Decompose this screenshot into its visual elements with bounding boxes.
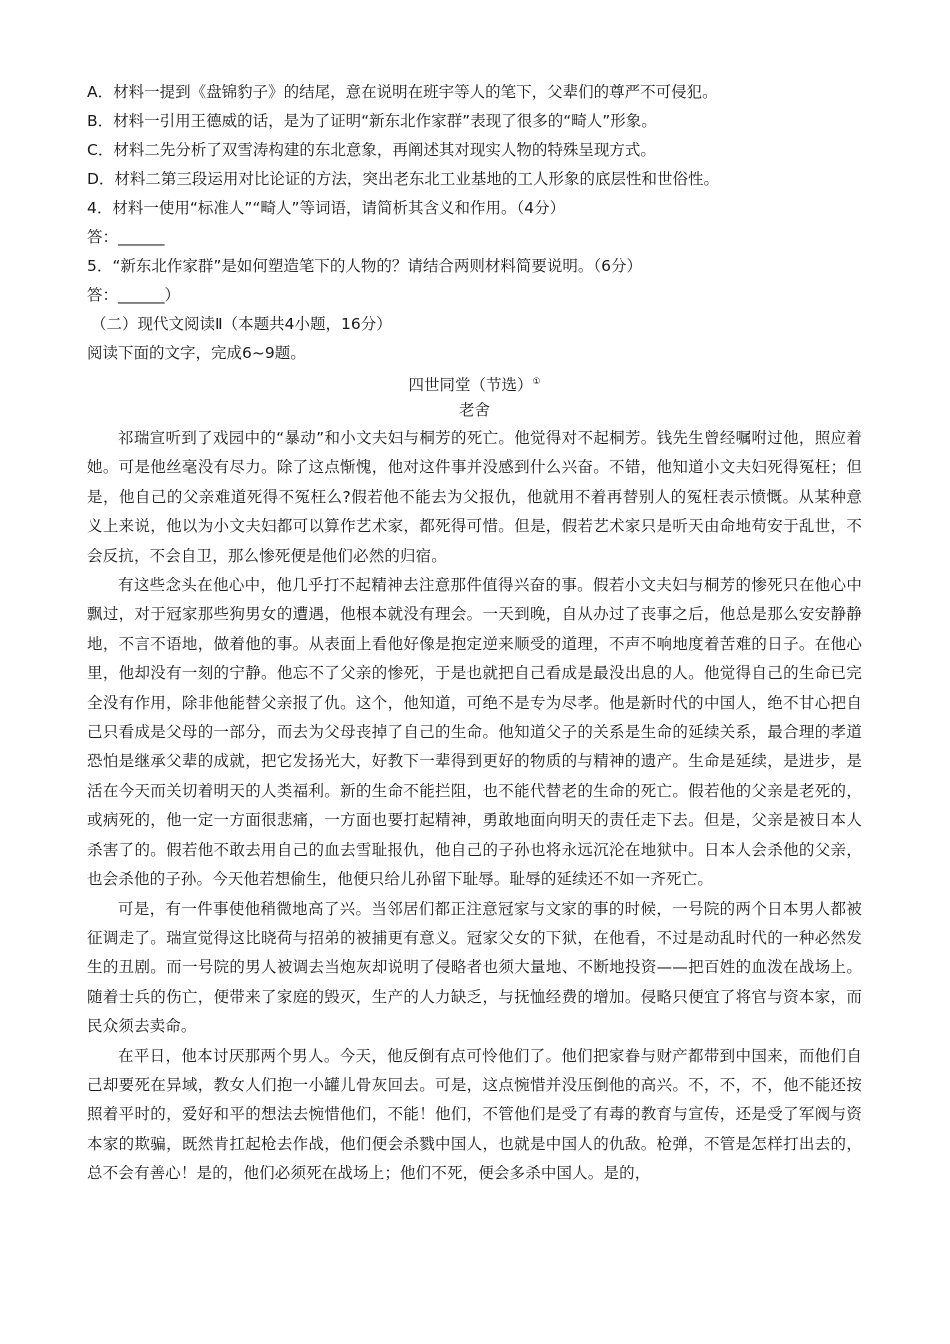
passage-paragraph-1: 祁瑞宣听到了戏园中的“暴动”和小文夫妇与桐芳的死亡。他觉得对不起桐芳。钱先生曾经嘱咐过他，照应着她。可是他丝毫没有尽力。除了这点惭愧，他对这件事并没感到什么兴奋。不错，他知道小文夫妇死得冤枉；但是，他自己的父亲难道死得不冤枉么?假若他不能去为父报仇，他就用不着再替别人的冤枉表示愤慨。从某种意义上来说，他以为小文夫妇都可以算作艺术家，都死得可惜。但是，假若艺术家只是听天由命地苟安于乱世，不会反抗，不会自卫，那么惨死便是他们必然的归宿。 <box>87 429 862 565</box>
option-b: B．材料一引用王德威的话，是为了证明“新东北作家群”表现了很多的“畸人”形象。 <box>87 112 657 130</box>
option-c: C．材料二先分析了双雪涛构建的东北意象，再阐述其对现实人物的特殊呈现方式。 <box>87 141 656 159</box>
passage-title-text: 四世同堂（节选） <box>408 376 533 394</box>
footnote-mark: ① <box>532 377 541 387</box>
passage-paragraph-3: 可是，有一件事使他稍微地高了兴。当邻居们都正注意冠家与文家的事的时候，一号院的两个日本男人都被征调走了。瑞宣觉得这比晓荷与招弟的被捕更有意义。冠家父女的下狱，在他看，不过是动乱时代的一种必然发生的丑剧。而一号院的男人被调去当炮灰却说明了侵略者也须大量地、不断地投资——把百姓的血泼在战场上。随着士兵的伤亡，便带来了家庭的毁灭，生产的人力缺乏，与抚恤经费的增加。侵略只便宜了将官与资本家，而民众须去卖命。 <box>87 899 862 1036</box>
question-4: 4．材料一使用“标准人”“畸人”等词语，请简析其含义和作用。（4分） <box>87 199 566 217</box>
passage-paragraph-4: 在平日，他本讨厌那两个男人。今天，他反倒有点可怜他们了。他们把家眷与财产都带到中国来，而他们自己却要死在异域，教女人们抱一小罐儿骨灰回去。可是，这点惋惜并没压倒他的高兴。不，不，不，他不能还按照着平时的，爱好和平的想法去惋惜他们，不能！他们，不管他们是受了有毒的教育与宣传，还是受了军阀与资本家的欺骗，既然肯扛起枪去作战，他们便会杀戮中国人，也就是中国人的仇敌。枪弹，不管是怎样打出去的，总不会有善心！是的，他们必须死在战场上；他们不死，便会多杀中国人。是的， <box>87 1046 862 1183</box>
section-heading: （二）现代文阅读Ⅱ（本题共4小题，16分） <box>91 315 392 333</box>
passage-paragraph-2: 有这些念头在他心中，他几乎打不起精神去注意那件值得兴奋的事。假若小文夫妇与桐芳的惨死只在他心中飘过，对于冠家那些狗男女的遭遇，他根本就没有理会。一天到晚，自从办过了丧事之后，他总是那么安安静静地，不言不语地，做着他的事。从表面上看他好像是抱定逆来顺受的道理，不声不响地度着苦难的日子。在他心里，他却没有一刻的宁静。他忘不了父亲的惨死，于是也就把自己看成是最没出息的人。他觉得自己的生命已完全没有作用，除非他能替父亲报了仇。这个，他知道，可绝不是专为尽孝。他是新时代的中国人，绝不甘心把自己只看成是父母的一部分，而去为父母丧掉了自己的生命。他知道父子的关系是生命的延续关系，最合理的孝道恐怕是继承父辈的成就，把它发扬光大，好教下一辈得到更好的物质的与精神的遗产。生命是延续，是进步，是活在今天而关切着明天的人类福利。新的生命不能拦阻，也不能代替老的生命的死亡。假若他的父亲是老死的，或病死的，他一定一方面很悲痛，一方面也要打起精神，勇敢地面向明天的责任走下去。但是，父亲是被日本人杀害了的。假若他不敢去用自己的血去雪耻报仇，他自己的子孙也将永远沉沦在地狱中。日本人会杀他的父亲，也会杀他的子孙。今天他若想偷生，他便只给儿孙留下耻辱。耻辱的延续还不如一齐死亡。 <box>87 576 862 889</box>
question-5: 5．“新东北作家群”是如何塑造笔下的人物的？请结合两则材料简要说明。（6分） <box>87 257 643 275</box>
answer-5: 答：______） <box>87 286 181 304</box>
option-a: A．材料一提到《盘锦豹子》的结尾，意在说明在班宇等人的笔下，父辈们的尊严不可侵犯。 <box>87 83 718 101</box>
passage-author: 老舍 <box>458 401 490 419</box>
section-instruction: 阅读下面的文字，完成6~9题。 <box>87 344 306 362</box>
option-d: D．材料二第三段运用对比论证的方法，突出老东北工业基地的工人形象的底层性和世俗性。 <box>87 170 719 188</box>
answer-4: 答：______ <box>87 228 165 246</box>
passage-title <box>87 368 862 396</box>
exam-page <box>87 78 862 1189</box>
